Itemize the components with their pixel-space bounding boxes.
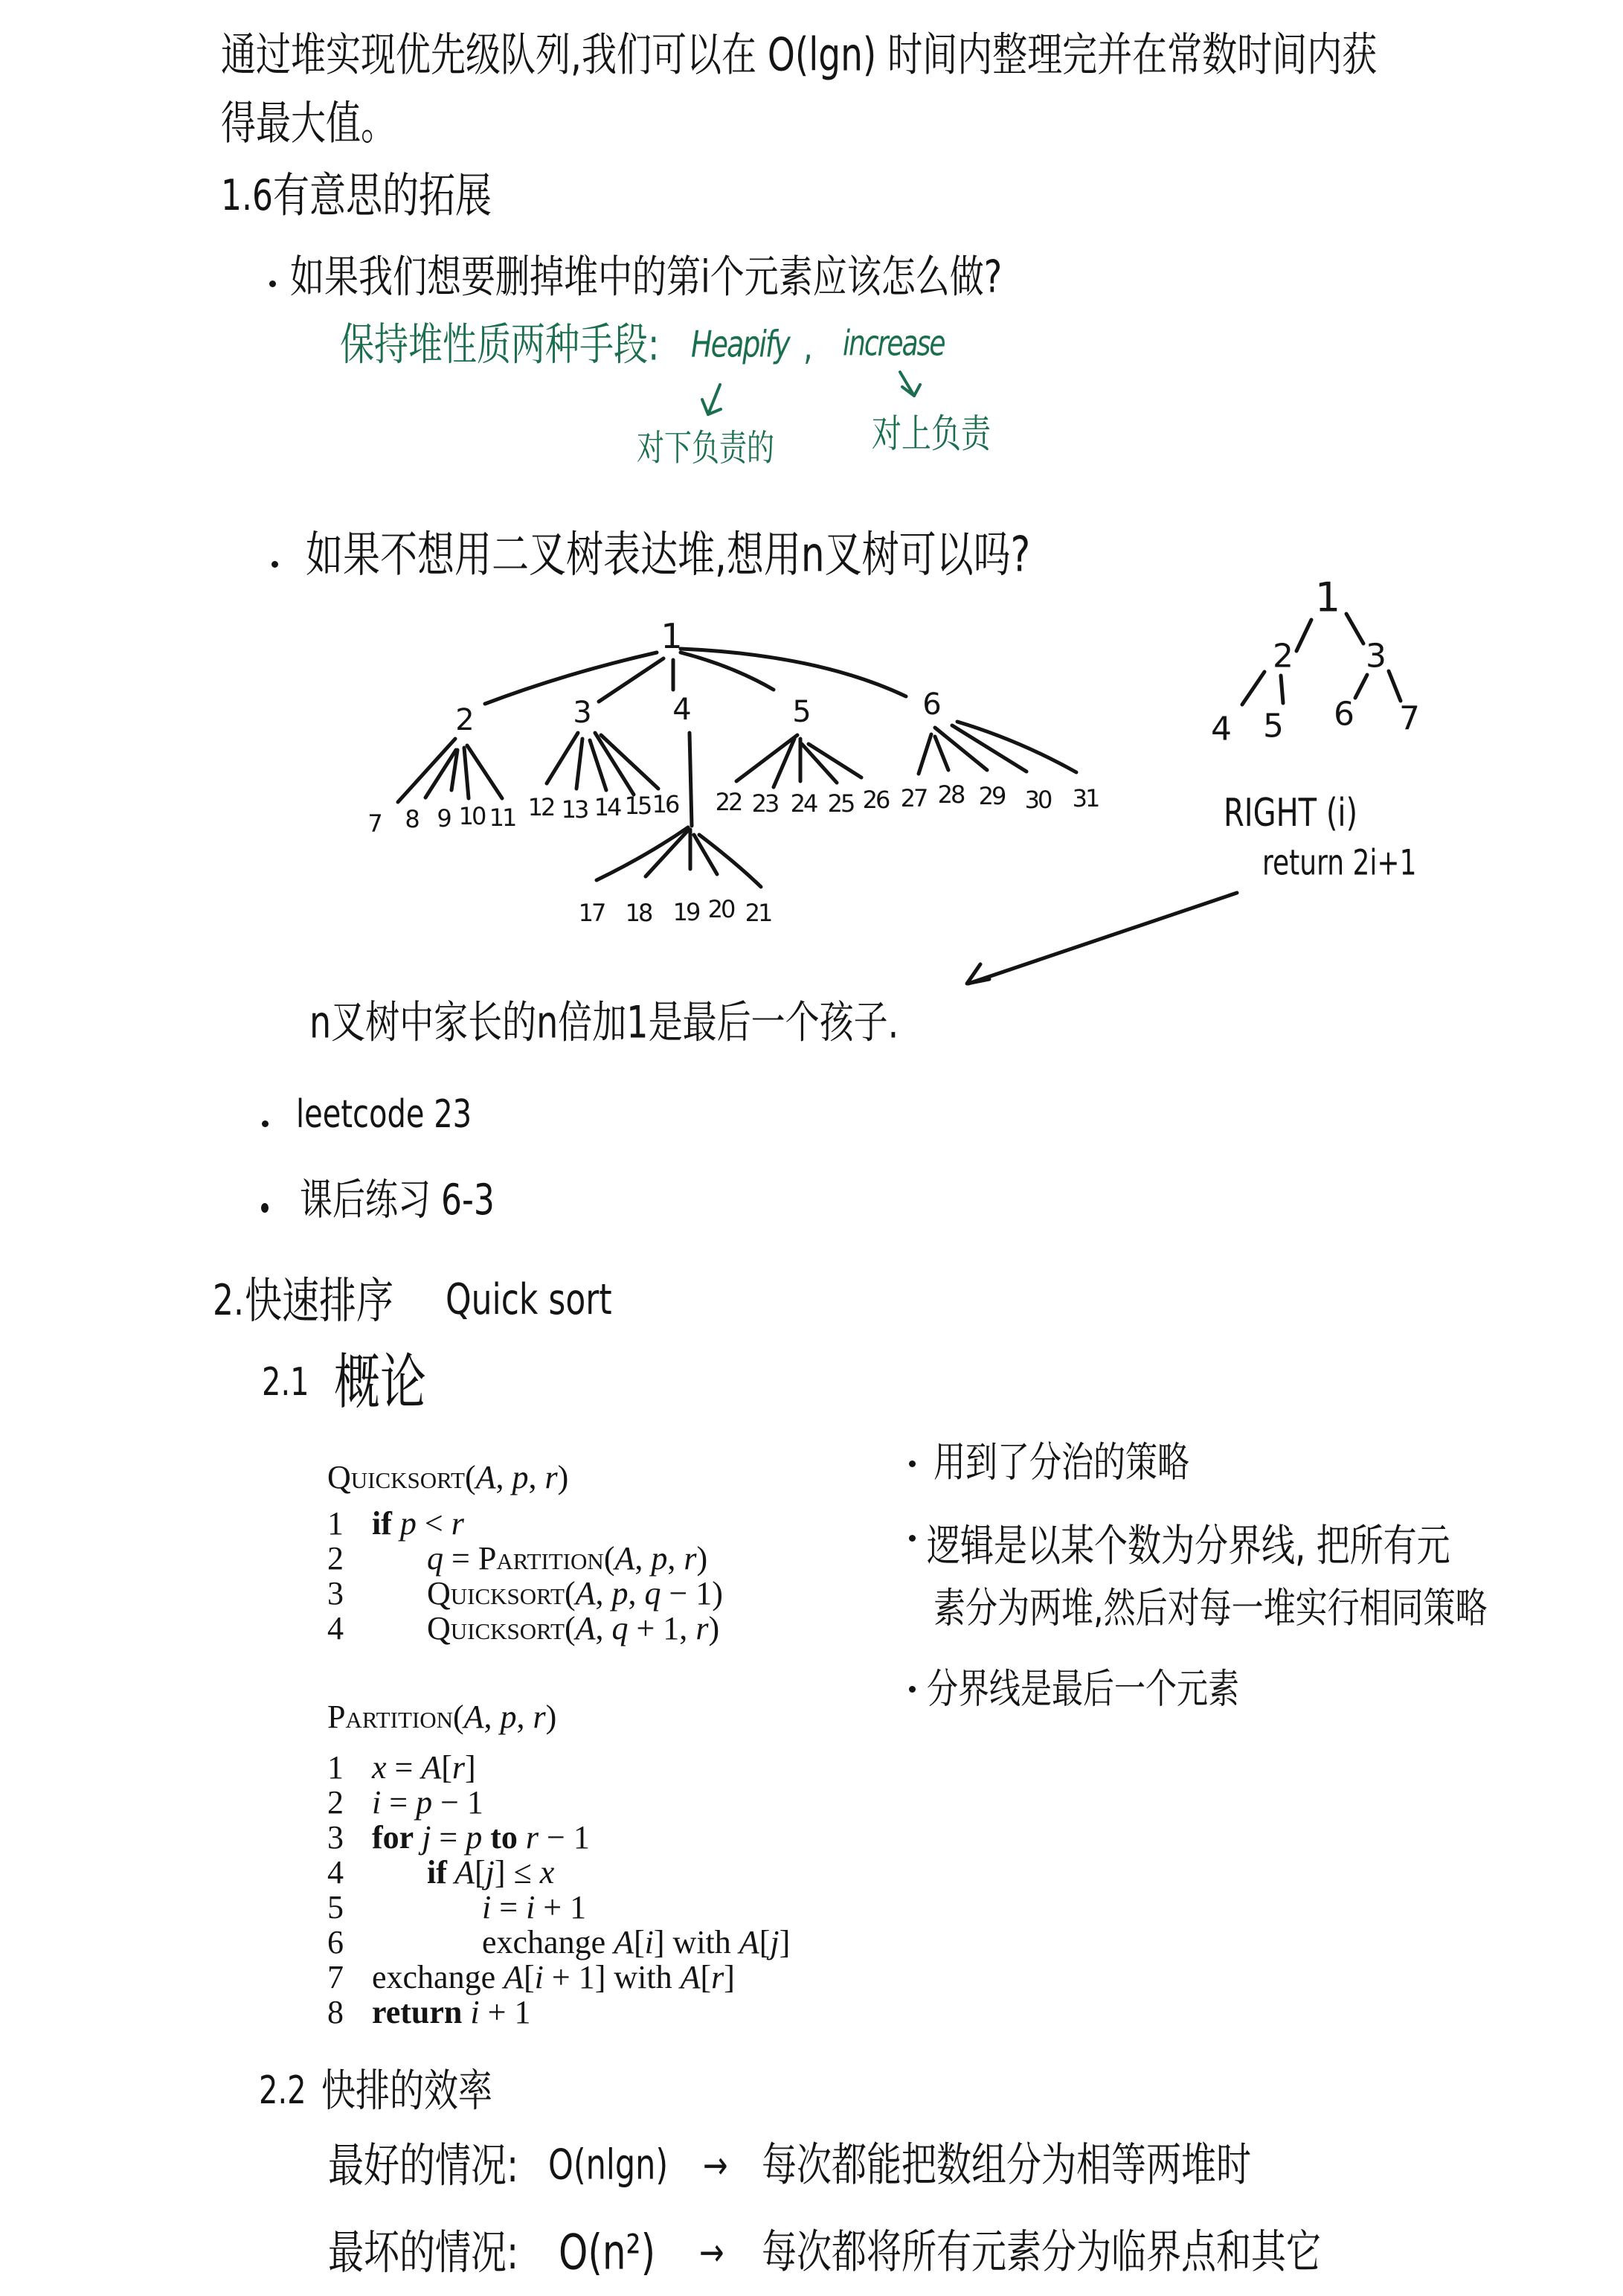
tree-node-label: 14 (594, 793, 620, 821)
nary-note: n叉树中家长的n倍加1是最后一个孩子. (309, 995, 899, 1048)
tree-edge (690, 733, 692, 826)
code-text (372, 1506, 464, 1541)
code-text (372, 1960, 735, 1995)
code-title (327, 1460, 568, 1495)
tree-node-label: 4 (672, 693, 692, 727)
tree-node-label: 19 (672, 898, 699, 926)
binary-tree (1211, 574, 1420, 748)
code-token: ] (465, 1749, 476, 1786)
line-number: 1 (327, 1749, 344, 1786)
overview-note-continued: 素分为两堆,然后对每一堆实行相同策略 (933, 1584, 1488, 1633)
code-text (427, 1611, 719, 1646)
code-token: ) (557, 1459, 569, 1495)
overview-note: 逻辑是以某个数为分界线, 把所有元 (927, 1519, 1450, 1571)
tree-edge (957, 722, 1076, 772)
code-token: p (500, 1699, 517, 1735)
tree-node-label: 11 (489, 804, 515, 832)
code-token: , (595, 1610, 612, 1646)
code-line (327, 1785, 997, 1820)
tree-edge (646, 830, 689, 876)
line-number: 6 (327, 1924, 344, 1960)
tree-edge (681, 652, 774, 690)
tree-node-label: 6 (1334, 695, 1354, 734)
code-token: , (634, 1540, 652, 1577)
code-token: = (386, 1749, 422, 1786)
tree-edge (774, 739, 794, 787)
code-token: , (628, 1575, 645, 1612)
code-text (482, 1890, 586, 1925)
tree-edge (467, 745, 502, 798)
overview-note: 用到了分治的策略 (933, 1438, 1189, 1487)
tree-edge (425, 750, 456, 798)
code-token: i (526, 1889, 536, 1925)
code-token: x (372, 1749, 387, 1786)
code-token: p (391, 1505, 417, 1542)
code-line (327, 1506, 997, 1541)
tree-node-label: 12 (527, 793, 554, 821)
tree-node-label: 26 (862, 786, 889, 814)
code-token: p (512, 1459, 529, 1495)
intro-line-2: 得最大值。 (221, 97, 396, 151)
line-number: 4 (327, 1854, 344, 1891)
tree-edge (576, 739, 582, 789)
tree-node-label: 2 (455, 703, 475, 737)
code-token: exchange (482, 1924, 614, 1960)
code-token: + 1 (479, 1994, 531, 2030)
tree-node-label: 21 (745, 899, 771, 927)
tree-node-label: 5 (1263, 707, 1284, 745)
overview-note: 分界线是最后一个元素 (927, 1664, 1240, 1713)
arrowhead-icon (702, 400, 721, 414)
code-token: = (381, 1784, 417, 1821)
tree-edge (1346, 614, 1363, 644)
case-label: 最好的情况: (328, 2138, 519, 2193)
code-token: for (372, 1819, 414, 1856)
code-line (327, 1855, 997, 1890)
code-line (327, 1960, 997, 1995)
nary-tree-edges (398, 649, 1076, 887)
case-complexity: O(nlgn) (548, 2141, 669, 2190)
bullet-dot (909, 1686, 916, 1693)
code-token: j (770, 1924, 780, 1960)
code-token: i (644, 1924, 654, 1960)
bullet-dot (261, 1203, 269, 1213)
code-token: A (614, 1540, 635, 1577)
code-token: + 1 (535, 1889, 587, 1925)
tree-node-label: 24 (790, 789, 817, 818)
tree-edge (1281, 676, 1283, 703)
code-line (327, 1611, 997, 1646)
code-token: r (695, 1610, 709, 1646)
tree-node-label: 18 (625, 899, 652, 927)
tree-edge (809, 744, 861, 777)
tree-edge (935, 728, 987, 770)
tree-node-label: 13 (561, 795, 588, 824)
tree-node-label: 30 (1024, 786, 1051, 814)
code-token: ) (696, 1540, 708, 1577)
code-token: if (427, 1854, 447, 1891)
code-token: ] with (653, 1924, 739, 1960)
code-token: x (539, 1854, 555, 1891)
arrowhead-icon (902, 385, 920, 396)
code-line (327, 1541, 997, 1576)
section-number: 2.2 (259, 2068, 306, 2113)
section-title-en: Quick sort (446, 1274, 612, 1325)
tree-node-label: 5 (792, 695, 812, 729)
code-token: r (525, 1819, 539, 1856)
tree-node-label: 17 (578, 899, 605, 927)
code-token: A (446, 1854, 475, 1891)
case-description: 每次都能把数组分为相等两堆时 (762, 2138, 1251, 2193)
code-line (327, 1750, 997, 1785)
bullet-dot (909, 1460, 916, 1467)
code-token: quicksort (427, 1610, 565, 1646)
section-number: 2.1 (262, 1360, 309, 1405)
code-token: [ (700, 1959, 712, 1995)
tree-node-label: 9 (437, 804, 450, 833)
line-number: 3 (327, 1819, 344, 1856)
question-nary-tree: 如果不想用二叉树表达堆,想用n叉树可以吗? (306, 526, 1031, 583)
code-token: − 1 (539, 1819, 590, 1856)
code-token: r (544, 1459, 558, 1495)
tree-node-label: 23 (751, 789, 778, 818)
tree-node-label: 8 (405, 805, 418, 833)
code-token: A (739, 1924, 759, 1960)
code-token: p (466, 1819, 483, 1856)
down-arrow-icon (900, 372, 914, 396)
code-token: , (495, 1459, 512, 1495)
code-token: = (491, 1889, 527, 1925)
code-token: ( (564, 1575, 576, 1612)
bullet-dot (269, 280, 276, 287)
tree-node-label: 1 (661, 616, 683, 656)
code-token: [ (474, 1854, 486, 1891)
tree-node-label: 3 (573, 696, 592, 730)
tree-node-label: 16 (652, 790, 678, 818)
line-number: 2 (327, 1540, 344, 1577)
intro-line-1: 通过堆实现优先级队列,我们可以在 O(lgn) 时间内整理完并在常数时间内获 (221, 28, 1378, 83)
tree-node-label: 29 (978, 782, 1005, 810)
tree-edge (1355, 675, 1367, 698)
code-line (327, 1890, 997, 1925)
code-token: = (443, 1540, 478, 1577)
tree-edge (1389, 671, 1401, 701)
code-token: A (680, 1959, 701, 1995)
code-text (427, 1576, 723, 1611)
code-text (482, 1925, 790, 1960)
section-title: 有意思的拓展 (273, 167, 492, 223)
code-token: ] (724, 1959, 735, 1995)
code-token: r (451, 1505, 464, 1542)
code-token: [ (759, 1924, 771, 1960)
line-number: 8 (327, 1994, 344, 2030)
code-token: return (372, 1994, 463, 2030)
code-token: exchange (372, 1959, 504, 1995)
tree-edge (802, 744, 837, 783)
code-token: − 1) (661, 1575, 723, 1612)
code-token: r (684, 1540, 697, 1577)
tree-edge (681, 649, 906, 696)
code-token: quicksort (427, 1575, 565, 1612)
case-description: 每次都将所有元素分为临界点和其它 (762, 2225, 1321, 2280)
code-line (327, 1925, 997, 1960)
section-title: 概论 (334, 1347, 427, 1418)
todo-item: 课后练习 6-3 (300, 1175, 495, 1225)
code-token: ( (464, 1459, 476, 1495)
tree-edge (935, 737, 948, 770)
tree-edge (597, 827, 688, 880)
code-token: A (504, 1959, 524, 1995)
method-heapify-role: 对下负责的 (637, 427, 774, 469)
tree-node-label: 20 (707, 895, 734, 923)
code-token: ) (545, 1699, 557, 1735)
case-label: 最坏的情况: (328, 2225, 519, 2280)
code-token: ( (603, 1540, 615, 1577)
question-delete-element: 如果我们想要删掉堆中的第i个元素应该怎么做? (290, 250, 1003, 303)
tree-edge (601, 735, 658, 789)
code-token: ) (708, 1610, 720, 1646)
code-token: , (483, 1699, 501, 1735)
code-token: [ (441, 1749, 452, 1786)
code-token: , (528, 1459, 545, 1495)
code-token: A (463, 1699, 484, 1735)
code-token: q (611, 1610, 629, 1646)
section-title-cn: 快速排序 (245, 1272, 393, 1330)
tree-edge (547, 733, 578, 783)
code-line (327, 1995, 997, 2030)
right-arrow-icon: → (703, 2143, 728, 2188)
code-token: to (482, 1819, 526, 1856)
code-token: A (614, 1924, 634, 1960)
code-text (427, 1855, 554, 1890)
code-token: p (416, 1784, 433, 1821)
tree-edge (599, 658, 663, 702)
code-title (327, 1699, 556, 1734)
tree-edge (590, 740, 606, 790)
code-token: ] (779, 1924, 791, 1960)
code-token: q (644, 1575, 661, 1612)
method-separator: , (803, 324, 813, 369)
tree-node-label: 3 (1366, 637, 1386, 676)
method-heapify: Heapify (691, 323, 789, 366)
code-token: + 1] with (543, 1959, 681, 1995)
right-function-body: return 2i+1 (1262, 844, 1417, 884)
tree-edge (699, 835, 761, 887)
todo-item: leetcode 23 (296, 1092, 472, 1137)
tree-edge (464, 748, 469, 798)
code-token: i (462, 1994, 480, 2030)
nary-tree-nodes (367, 616, 1099, 927)
code-token: A (575, 1575, 596, 1612)
bullet-dot (262, 1120, 269, 1127)
tree-node-label: 31 (1072, 784, 1099, 812)
code-token: i (372, 1784, 382, 1821)
code-token: ( (564, 1610, 576, 1646)
code-token: ] ≤ (494, 1854, 540, 1891)
code-line (327, 1576, 997, 1611)
code-token: < (416, 1505, 451, 1542)
line-number: 2 (327, 1784, 344, 1821)
code-token: ( (452, 1699, 464, 1735)
code-token: r (711, 1959, 724, 1995)
code-token: + 1, (628, 1610, 696, 1646)
code-token: j (414, 1819, 431, 1856)
pointer-arrow-icon (968, 893, 1237, 984)
section-number: 2. (213, 1275, 244, 1326)
tree-node-label: 15 (624, 792, 651, 820)
code-token: r (451, 1749, 466, 1786)
tree-node-label: 27 (900, 784, 927, 812)
code-token: [ (634, 1924, 645, 1960)
tree-node-label: 7 (1399, 699, 1420, 738)
code-text (372, 1820, 590, 1855)
bullet-dot (909, 1535, 916, 1542)
tree-edge (919, 734, 931, 774)
case-complexity: O(n²) (559, 2224, 656, 2281)
tree-edge (1296, 620, 1311, 651)
tree-edge (736, 735, 797, 781)
bullet-dot (271, 561, 278, 568)
right-function-signature: RIGHT (i) (1224, 791, 1358, 836)
section-title: 快排的效率 (321, 2064, 492, 2117)
code-token: p (651, 1540, 668, 1577)
code-token: = (431, 1819, 466, 1856)
code-text (372, 1995, 530, 2030)
tree-node-label: 4 (1211, 710, 1232, 748)
down-arrow-icon (708, 385, 720, 414)
method-increase: increase (843, 324, 945, 365)
code-token: Partition (327, 1699, 453, 1735)
tree-edge (398, 739, 455, 802)
tree-node-label: 22 (715, 788, 742, 816)
code-token: , (667, 1540, 684, 1577)
code-text (372, 1785, 483, 1820)
tree-node-label: 25 (827, 789, 854, 818)
code-token: , (516, 1699, 533, 1735)
code-token: r (533, 1699, 546, 1735)
tree-node-label: 7 (367, 809, 381, 838)
code-token: , (595, 1575, 612, 1612)
tree-edge (595, 733, 634, 795)
code-token: j (485, 1854, 495, 1891)
code-token: i (482, 1889, 492, 1925)
code-token: if (372, 1505, 392, 1542)
tree-node-label: 2 (1273, 637, 1293, 676)
line-number: 5 (327, 1889, 344, 1925)
tree-edge (952, 725, 1026, 772)
code-token: q (427, 1540, 443, 1577)
code-token: A (475, 1459, 496, 1495)
method-increase-role: 对上负责 (872, 412, 991, 457)
tree-edge (694, 835, 717, 874)
heap-maintenance-label: 保持堆性质两种手段: (340, 318, 660, 371)
code-token: Quicksort (327, 1459, 465, 1495)
tree-edge (1242, 672, 1264, 705)
tree-node-label: 6 (922, 687, 942, 722)
code-text (372, 1750, 476, 1785)
tree-node-label: 28 (937, 780, 964, 809)
line-number: 7 (327, 1959, 344, 1995)
code-line (327, 1820, 997, 1855)
code-token: p (611, 1575, 629, 1612)
arrowhead-icon (967, 964, 989, 984)
tree-edge (485, 652, 657, 704)
line-number: 1 (327, 1505, 344, 1542)
code-token: − 1 (432, 1784, 483, 1821)
tree-node-label: 10 (458, 802, 485, 830)
code-token: A (575, 1610, 596, 1646)
code-text (427, 1541, 707, 1576)
line-number: 4 (327, 1610, 344, 1646)
section-number: 1.6 (221, 170, 273, 221)
tree-node-label: 1 (1314, 574, 1341, 621)
code-token: Partition (478, 1540, 604, 1577)
code-token: A (421, 1749, 442, 1786)
code-token: [ (524, 1959, 535, 1995)
tree-edge (451, 750, 457, 790)
code-token: i (534, 1959, 544, 1995)
line-number: 3 (327, 1575, 344, 1612)
right-arrow-icon: → (699, 2231, 724, 2275)
